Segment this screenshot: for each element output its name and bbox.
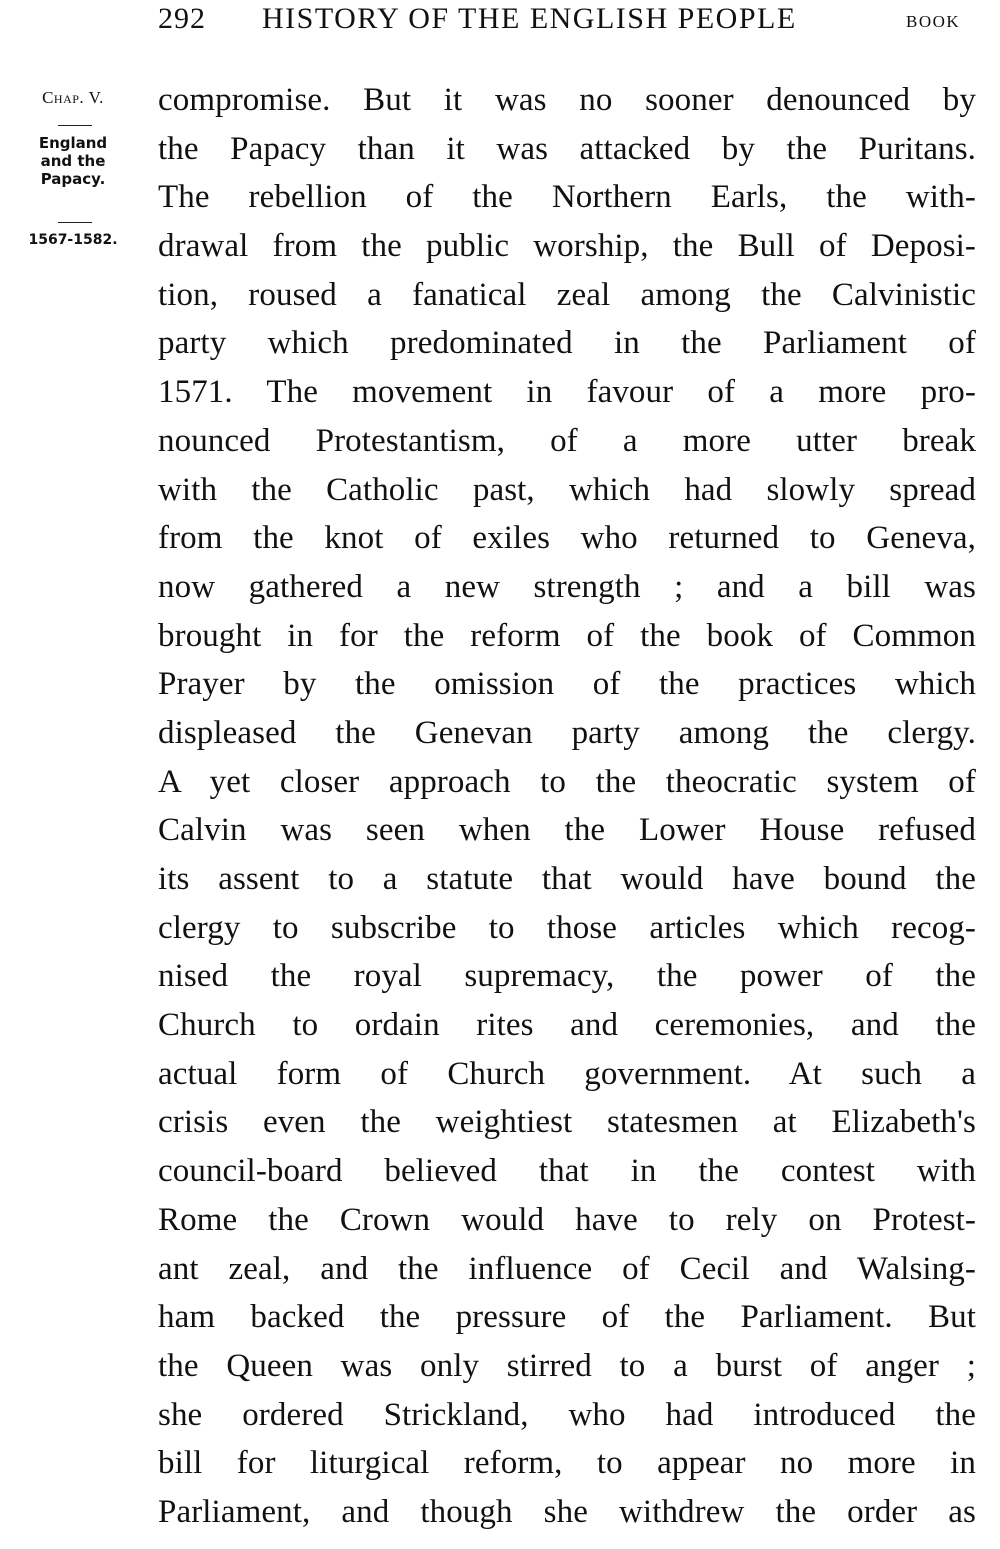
text-line: council-board believed that in the contest with [158, 1153, 976, 1190]
margin-rule-bottom [58, 222, 92, 223]
margin-topic-line: and the [40, 152, 106, 170]
text-line: its assent to a statute that would have bound the [158, 861, 976, 897]
text-line: brought in for the reform of the book of Common [158, 617, 976, 654]
book-label: BOOK [906, 12, 961, 31]
running-title: HISTORY OF THE ENGLISH PEOPLE [262, 2, 797, 35]
text-line: bill for liturgical reform, to appear no more in [158, 1445, 976, 1482]
text-line: displeased the Genevan party among the clergy. [158, 714, 976, 751]
text-line: Rome the Crown would have to rely on Protest- [158, 1201, 976, 1238]
text-line: she ordered Strickland, who had introduced the [158, 1396, 976, 1433]
text-line: Calvin was seen when the Lower House refused [158, 812, 976, 849]
text-line: the Papacy than it was attacked by the Puritans. [158, 130, 976, 167]
text-line: Church to ordain rites and ceremonies, and the [158, 1007, 976, 1044]
text-line: clergy to subscribe to those articles which recog- [158, 909, 976, 946]
text-line: Parliament, and though she withdrew the order as [158, 1493, 976, 1530]
text-line: ant zeal, and the influence of Cecil and Walsing- [158, 1250, 976, 1287]
text-line: drawal from the public worship, the Bull of Deposi- [158, 228, 976, 265]
text-line: A yet closer approach to the theocratic system of [158, 763, 976, 800]
margin-topic-line: Papacy. [40, 170, 106, 188]
chapter-label: Chap. V. [42, 88, 104, 107]
text-line: now gathered a new strength ; and a bill was [158, 568, 976, 605]
body-text [158, 76, 976, 1537]
text-line: ham backed the pressure of the Parliament. But [158, 1299, 976, 1336]
margin-date-range: 1567-1582. [28, 232, 118, 248]
text-line: tion, roused a fanatical zeal among the Calvinistic [158, 276, 976, 313]
text-line: Prayer by the omission of the practices which [158, 666, 976, 703]
running-header [0, 0, 1000, 50]
text-line: actual form of Church government. At such a [158, 1055, 976, 1092]
text-line: The rebellion of the Northern Earls, the with- [158, 179, 976, 216]
text-line: with the Catholic past, which had slowly spread [158, 471, 976, 508]
text-line: compromise. But it was no sooner denounced by [158, 82, 976, 118]
margin-rule-top [58, 125, 92, 126]
text-line: nounced Protestantism, of a more utter break [158, 422, 976, 459]
text-line: party which predominated in the Parliament of [158, 325, 976, 362]
text-line: crisis even the weightiest statesmen at Elizabeth's [158, 1104, 976, 1141]
text-line: 1571. The movement in favour of a more pro- [158, 374, 976, 411]
margin-topic-line: England [38, 134, 108, 152]
page-number: 292 [158, 2, 206, 35]
margin-topic [0, 134, 146, 188]
text-line: from the knot of exiles who returned to Geneva, [158, 520, 976, 557]
text-line: nised the royal supremacy, the power of the [158, 958, 976, 995]
text-line: the Queen was only stirred to a burst of anger ; [158, 1347, 976, 1384]
